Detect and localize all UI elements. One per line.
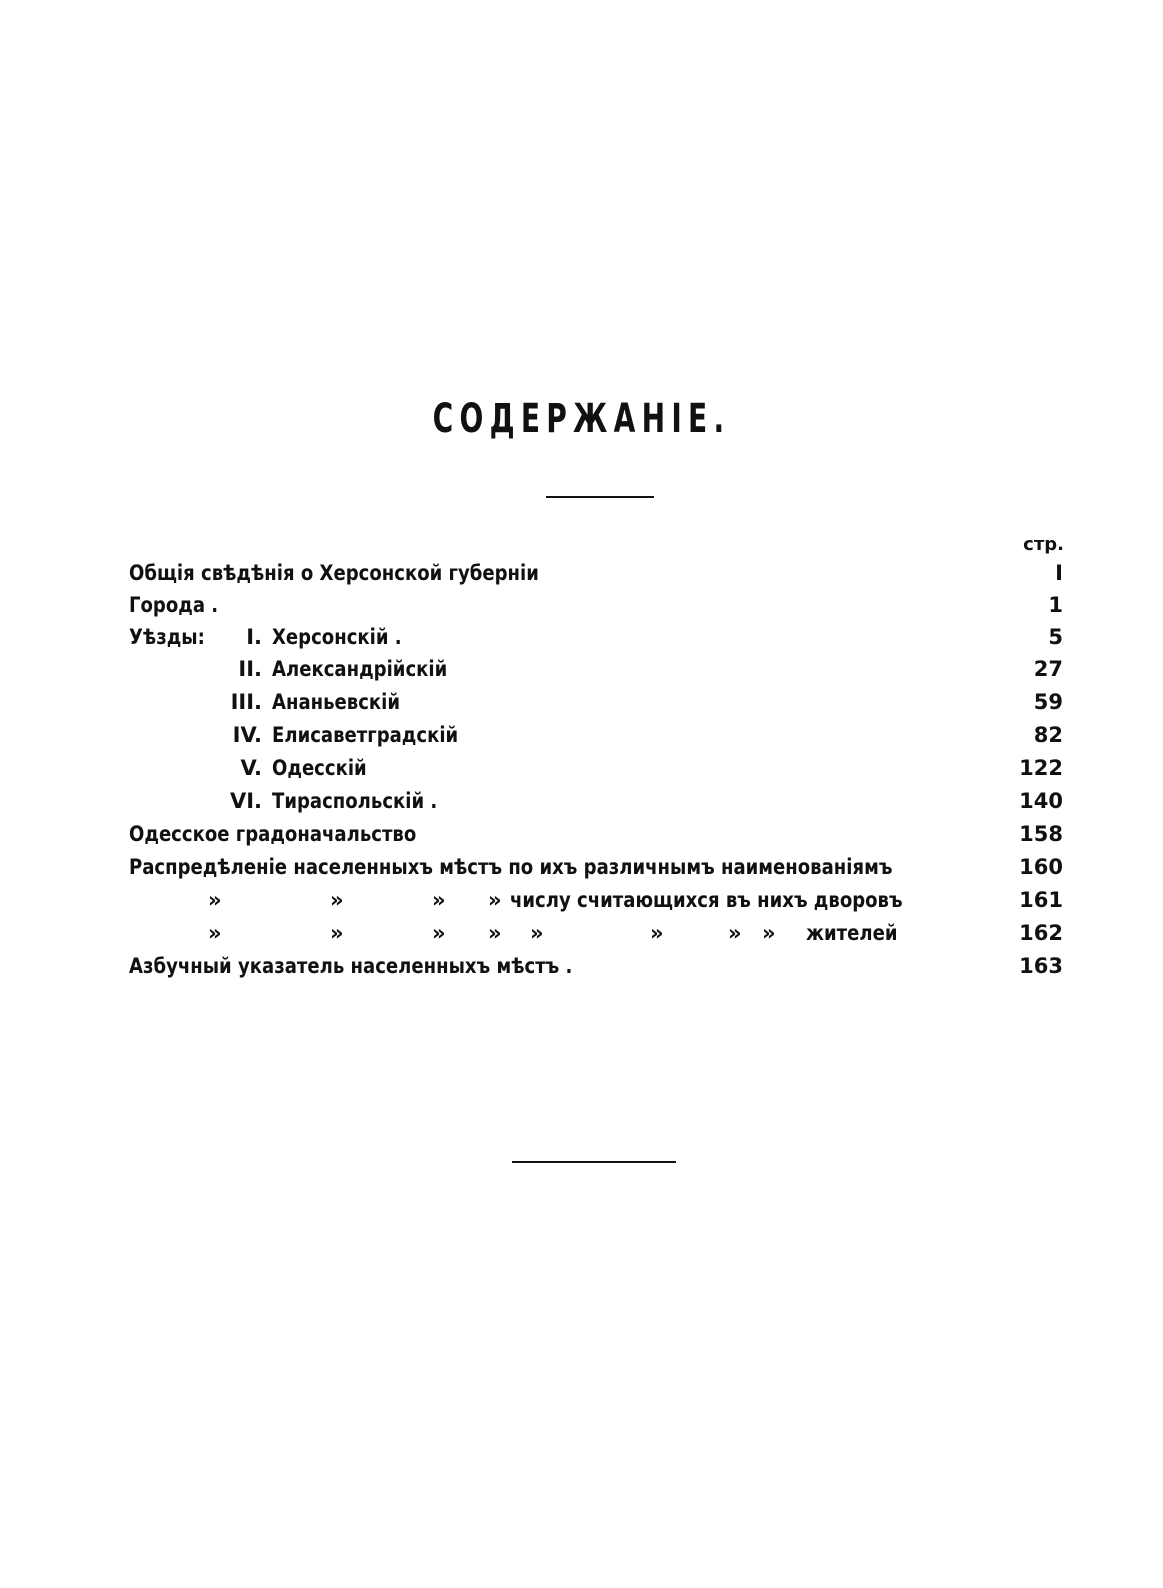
roman-numeral: I. <box>246 625 262 649</box>
toc-entry-page: 122 <box>1019 756 1063 780</box>
ditto-mark: » <box>330 921 344 945</box>
ditto-mark: » <box>488 921 502 945</box>
toc-entry[interactable] <box>0 561 1163 591</box>
ditto-mark: » <box>530 921 544 945</box>
ditto-mark: » <box>432 921 446 945</box>
toc-entry[interactable] <box>0 921 1163 951</box>
roman-numeral: II. <box>238 657 262 681</box>
ditto-mark: » <box>432 888 446 912</box>
page-column-label: стр. <box>1023 534 1064 555</box>
toc-entry-page: 160 <box>1019 855 1063 879</box>
toc-entry-title: жителей <box>806 921 898 945</box>
toc-entry[interactable] <box>0 723 1163 753</box>
toc-entry[interactable] <box>0 789 1163 819</box>
toc-entry-page: 5 <box>1048 625 1063 649</box>
toc-entry-page: 158 <box>1019 822 1063 846</box>
toc-entry-page: 161 <box>1019 888 1063 912</box>
toc-entry-page: I <box>1055 561 1063 585</box>
toc-entry-title: Города . <box>129 593 219 617</box>
toc-entry-page: 140 <box>1019 789 1063 813</box>
ditto-mark: » <box>650 921 664 945</box>
toc-entry-page: 163 <box>1019 954 1063 978</box>
roman-numeral: VI. <box>229 789 262 813</box>
ditto-mark: » <box>208 888 222 912</box>
toc-entry-title: Ананьевскій <box>272 690 401 714</box>
toc-entry[interactable] <box>0 690 1163 720</box>
ditto-mark: » <box>488 888 502 912</box>
roman-numeral: IV. <box>232 723 262 747</box>
toc-entry-page: 1 <box>1048 593 1063 617</box>
toc-entry-page: 162 <box>1019 921 1063 945</box>
toc-entry-page: 27 <box>1033 657 1063 681</box>
toc-entry-title: Одесское градоначальство <box>129 822 417 846</box>
toc-entry-title: Общія свѣдѣнія о Херсонской губерніи <box>129 561 539 585</box>
toc-entry-page: 82 <box>1033 723 1063 747</box>
toc-section-label: Уѣзды: <box>129 625 205 649</box>
ditto-mark: » <box>728 921 742 945</box>
toc-entry[interactable] <box>0 657 1163 687</box>
title-rule <box>546 496 654 498</box>
toc-entry-title: Херсонскій . <box>272 625 402 649</box>
ditto-mark: » <box>208 921 222 945</box>
toc-entry[interactable] <box>0 954 1163 984</box>
toc-entry-title: Распредѣленіе населенныхъ мѣстъ по ихъ различнымъ наименованіямъ <box>129 855 893 879</box>
toc-entry-title: Тираспольскій . <box>272 789 438 813</box>
closing-rule <box>512 1161 676 1163</box>
page-title: СОДЕРЖАНІЕ. <box>432 396 731 442</box>
ditto-mark: » <box>762 921 776 945</box>
toc-entry-title: Александрійскій <box>272 657 448 681</box>
toc-entry-title: Азбучный указатель населенныхъ мѣстъ . <box>129 954 573 978</box>
toc-entry[interactable] <box>0 756 1163 786</box>
toc-entry[interactable] <box>0 593 1163 623</box>
toc-entry-page: 59 <box>1033 690 1063 714</box>
ditto-mark: » <box>330 888 344 912</box>
toc-entry[interactable] <box>0 822 1163 852</box>
toc-entry-title: Одесскій <box>272 756 367 780</box>
toc-entry-title: числу считающихся въ нихъ дворовъ <box>510 888 903 912</box>
toc-entry-title: Елисаветградскій <box>272 723 459 747</box>
toc-entry[interactable] <box>0 888 1163 918</box>
toc-entry[interactable] <box>0 855 1163 885</box>
toc-entry[interactable] <box>0 625 1163 655</box>
roman-numeral: III. <box>230 690 262 714</box>
roman-numeral: V. <box>240 756 262 780</box>
